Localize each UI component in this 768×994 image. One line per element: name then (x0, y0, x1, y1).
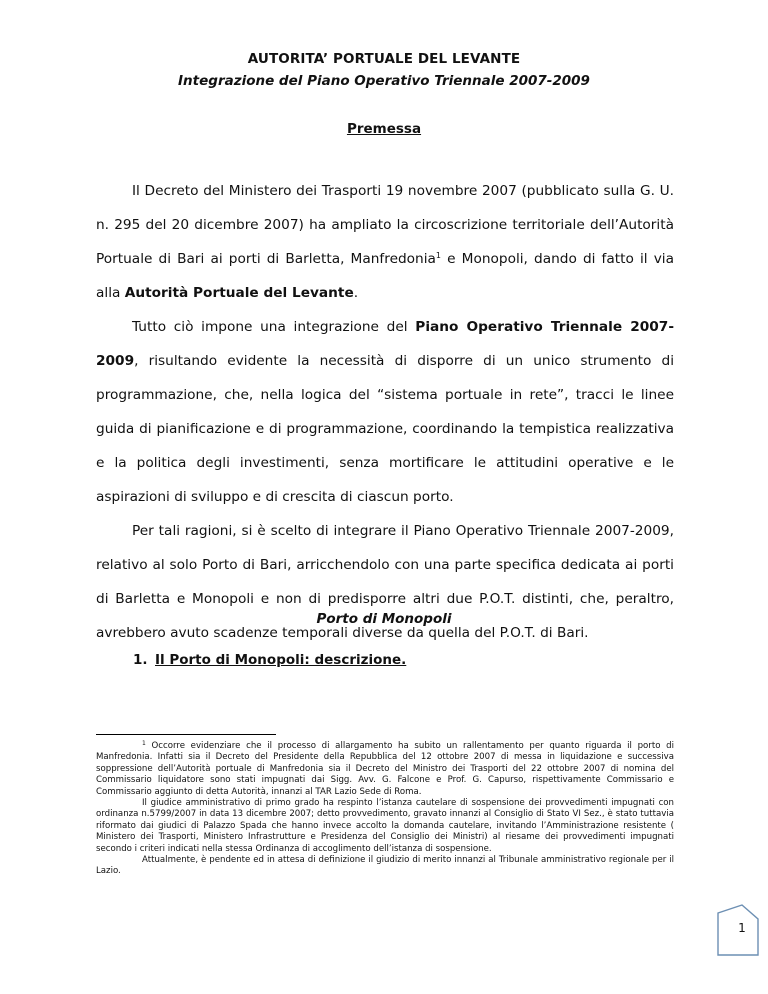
paragraph-3: Per tali ragioni, si è scelto di integrare il Piano Operativo Triennale 2007-2009, relativo al solo Porto di Bari, arricchendolo con una parte specifica dedicata ai porti di Barletta e Monopoli e non di predisporre altri due P.O.T. distinti, che, peraltro, avrebbero avuto scadenze temporali diverse da quella del P.O.T. di Bari. (96, 523, 674, 641)
porto-heading: Porto di Monopoli (316, 611, 452, 627)
paragraph-1 (96, 174, 674, 310)
page-number: 1 (738, 921, 746, 935)
paragraph-1-bold: Autorità Portuale del Levante (124, 285, 354, 301)
footnote-reference[interactable]: 1 (435, 251, 442, 260)
footnote-paragraph-2: Il giudice amministrativo di primo grado ha respinto l’istanza cautelare di sospensione dei provvedimenti impugnati con ordinanza n.5799/2007 in data 13 dicembre 2007; detto provvedimento, gravato innanzi al Consiglio di Stato VI Sez., è stato tuttavia riformato dai giudici di Palazzo Spada che hanno invece accolto la domanda cautelare, invitando l’Amministrazione resistente ( Ministero dei Trasporti, Ministero Infrastrutture e Presidenza del Consiglio dei Ministri) al riesame dei provvedimenti impugnati secondo i criteri indicati nella stessa Ordinanza di accoglimento dell’istanza di sospensione. (96, 798, 674, 854)
paragraph-1-text-c: . (353, 285, 359, 301)
paragraph-2-text-a: Tutto ciò impone una integrazione del (132, 319, 416, 335)
footnote-separator (96, 734, 276, 735)
premessa-heading: Premessa (346, 121, 422, 137)
section-title: Il Porto di Monopoli: descrizione. (155, 652, 407, 668)
document-title: AUTORITA’ PORTUALE DEL LEVANTE (247, 51, 521, 67)
footnote-paragraph-3: Attualmente, è pendente ed in attesa di definizione il giudizio di merito innanzi al Tribunale amministrativo regionale per il Lazio. (96, 855, 674, 877)
footnote-text-1: Occorre evidenziare che il processo di allargamento ha subito un rallentamento per quanto riguarda il porto di Manfredonia. Infatti sia il Decreto del Presidente della Repubblica del 12 ottobre 2007 di messa in liquidazione e successiva soppressione dell’Autorità portuale di Manfredonia sia il Decreto del Ministro dei Trasporti del 22 ottobre 2007 di nomina del Commissario liquidatore sono stati impugnati dai Sigg. Avv. G. Falcone e Prof. G. Capurso, rispettivamente Commissario e Commissario aggiunto di detta Autorità, innanzi al TAR Lazio Sede di Roma. (96, 741, 674, 797)
document-subtitle: Integrazione del Piano Operativo Triennale 2007-2009 (178, 73, 590, 89)
paragraph-1-text-a: Il Decreto del Ministero dei Trasporti 19 novembre 2007 (pubblicato sulla G. U. n. 295 del 20 dicembre 2007) ha ampliato la circoscrizione territoriale dell’Autorità Portuale di Bari ai porti di Barletta, Manfredonia (96, 183, 674, 267)
body-text (96, 174, 674, 650)
paragraph-2 (96, 310, 674, 514)
paragraph-2-bold: Piano Operativo Triennale 2007-2009 (96, 319, 674, 369)
section-number: 1. (133, 652, 148, 668)
paragraph-2-text-b: , risultando evidente la necessità di disporre di un unico strumento di programmazione, che, nella logica del “sistema portuale in rete”, tracci le linee guida di pianificazione e di programmazione, coordinando la tempistica realizzativa e la politica degli investimenti, senza mortificare le attitudini operative e le aspirazioni di sviluppo e di crescita di ciascun porto. (96, 353, 674, 505)
footnote-paragraph-1 (96, 741, 674, 798)
footnote-marker: 1 (142, 740, 146, 747)
section-heading (133, 652, 406, 668)
footnotes (96, 741, 674, 878)
paragraph-1-text-b: e Monopoli, dando di fatto il via alla (96, 251, 674, 301)
